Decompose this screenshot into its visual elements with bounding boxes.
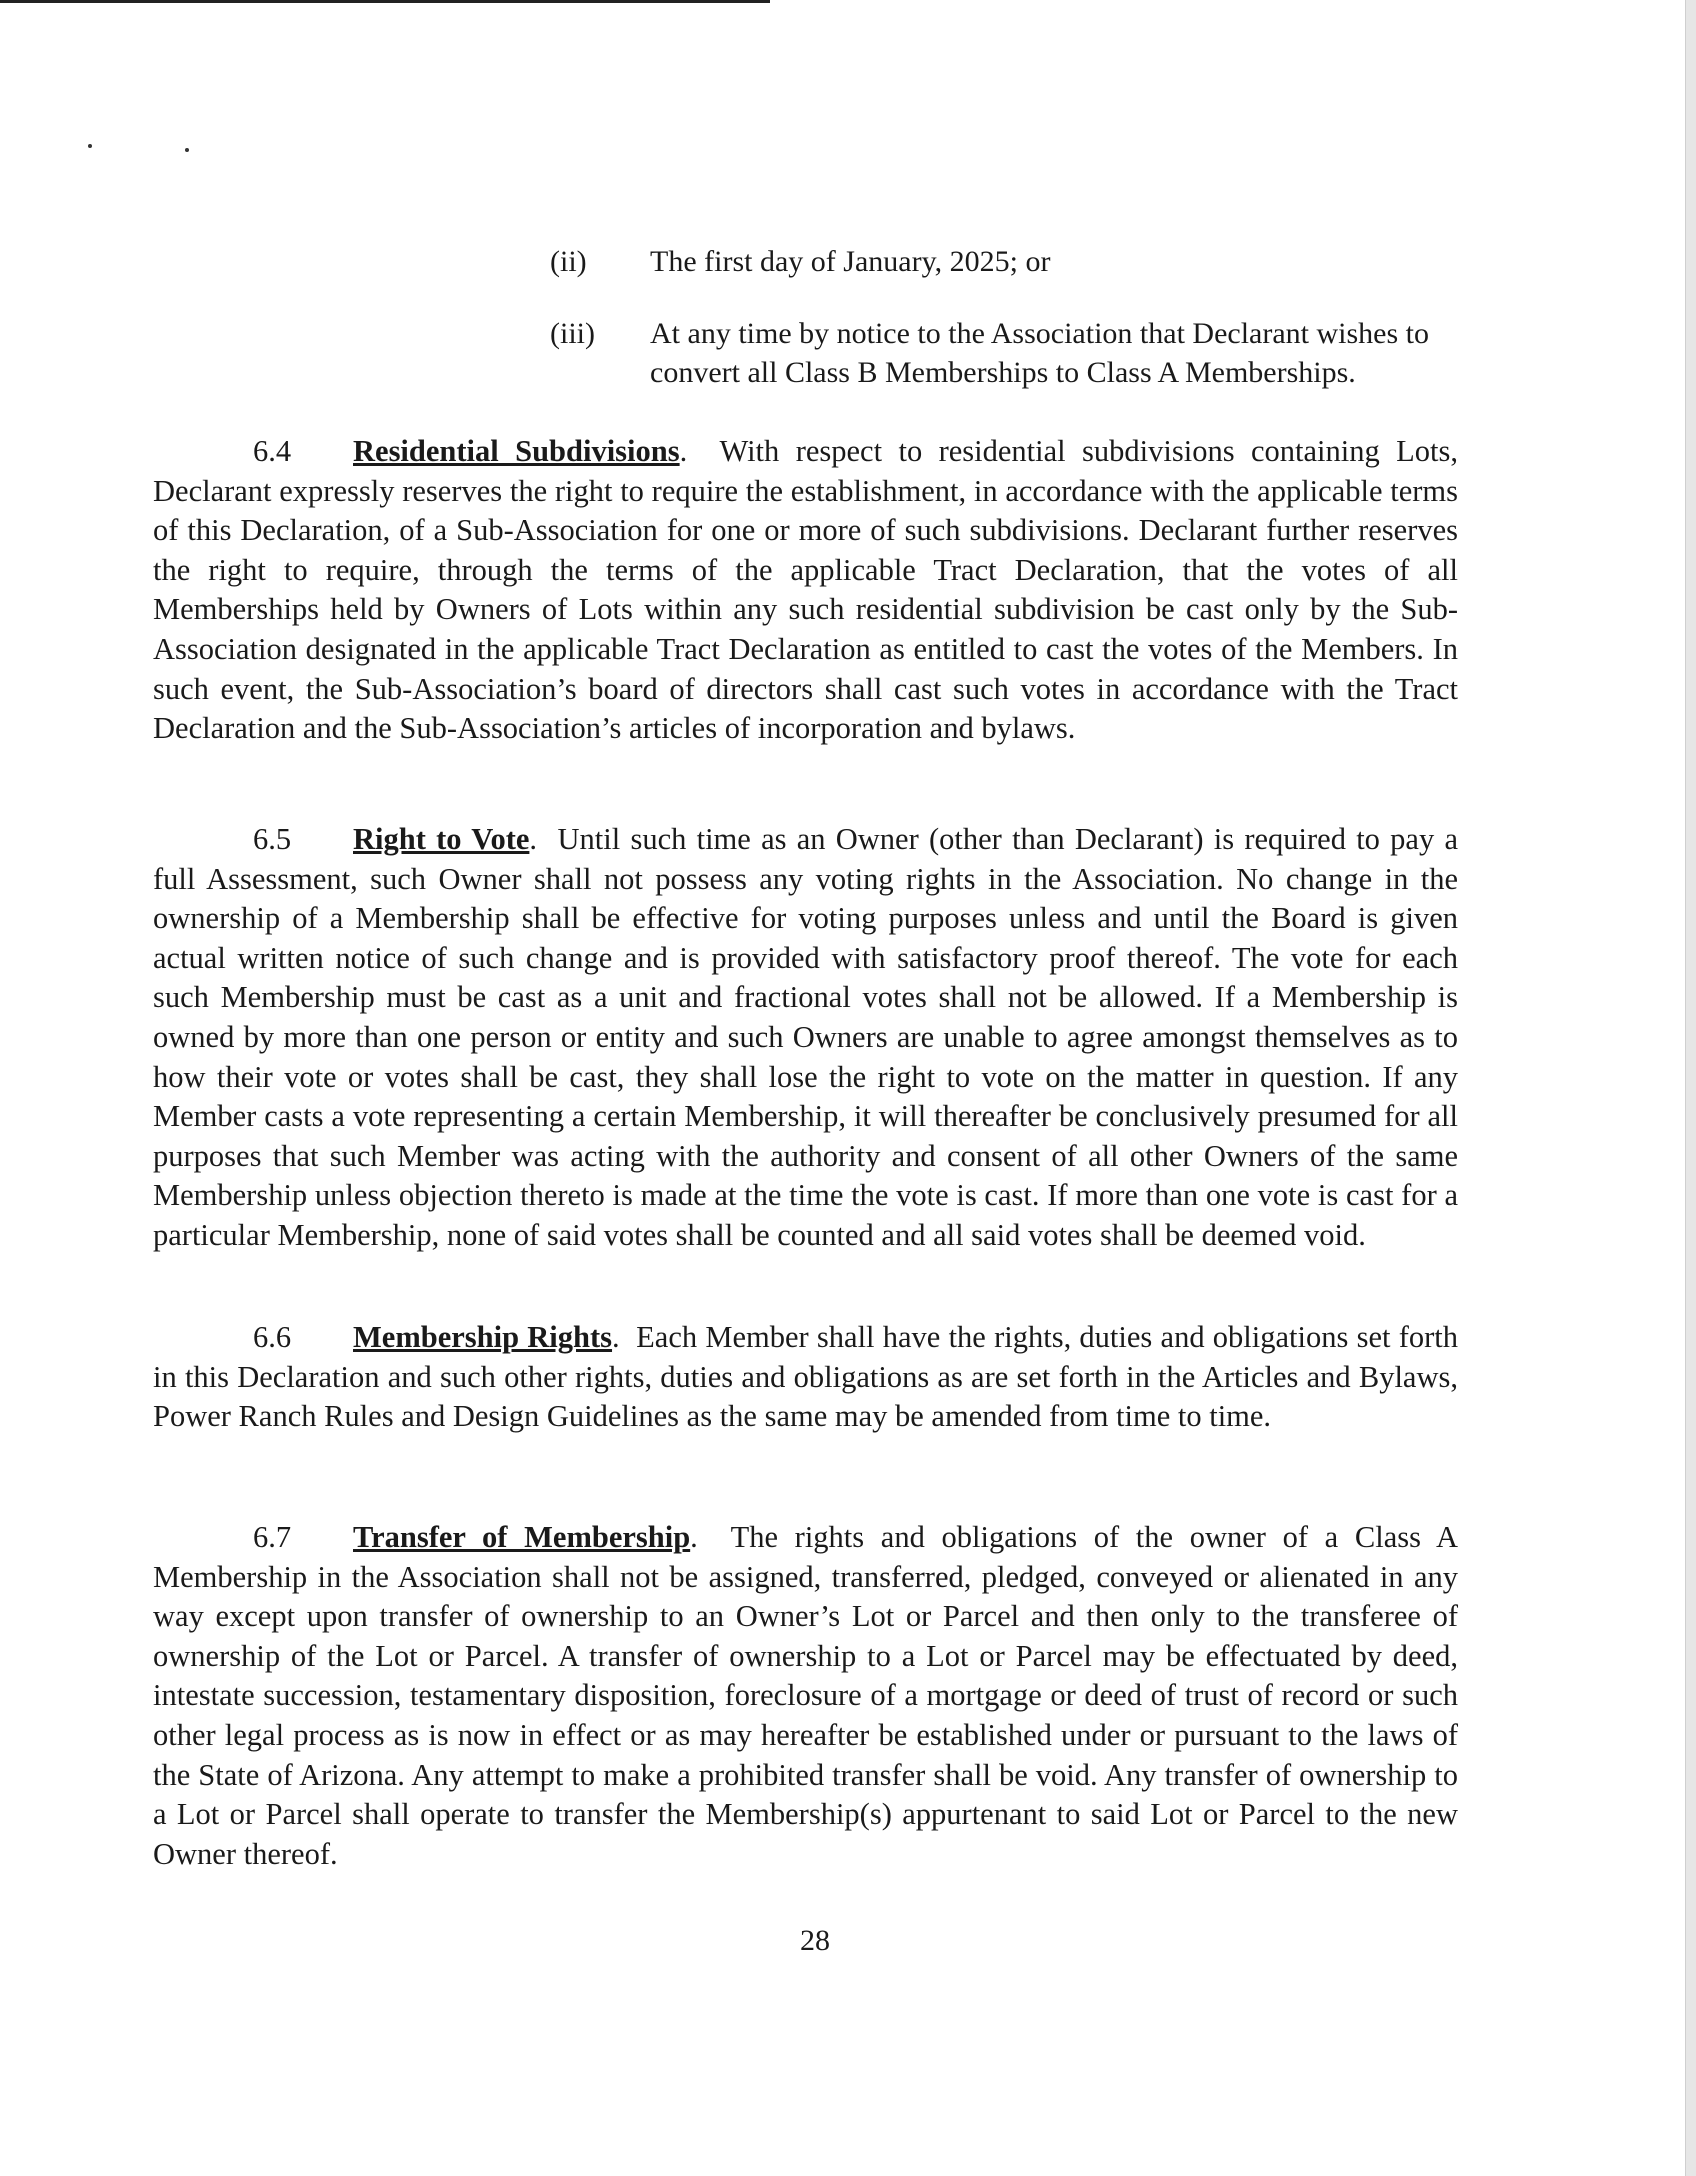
section-body: With respect to residential subdivisions containing Lots, Declarant expressly reserves the right to require the establishment, in accordance with the applicable terms of this Declaration, of a Sub-Association for one or more of such subdivisions. Declarant further reserves the right to require, through the terms of the applicable Tract Declaration, that the votes of all Memberships held by Owners of Lots within any such residential subdivision be cast only by the Sub-Association designated in the applicable Tract Declaration as entitled to cast the votes of the Members. In such event, the Sub-Association’s board of directors shall cast such votes in accordance with the Tract Declaration and the Sub-Association’s articles of incorporation and bylaws. — [153, 434, 1458, 746]
page-number: 28 — [800, 1924, 830, 1957]
subitem-text: At any time by notice to the Association that Declarant wishes to convert all Class B Memberships to Class A Memberships. — [650, 317, 1429, 389]
section-heading: Right to Vote — [353, 822, 530, 856]
section-heading: Membership Rights — [353, 1320, 613, 1354]
scan-speck — [185, 148, 189, 152]
section-number: 6.7 — [253, 1520, 292, 1554]
heading-period: . — [690, 1520, 698, 1554]
heading-period: . — [679, 434, 688, 468]
section-6-5 — [153, 820, 1458, 1256]
scan-top-edge-line — [0, 0, 770, 3]
section-body: Each Member shall have the rights, duties and obligations set forth in this Declaration and such other rights, duties and obligations as are set forth in the Articles and Bylaws, Power Ranch Rules and Design Guidelines as the same may be amended from time to time. — [153, 1320, 1459, 1434]
subitem-text: The first day of January, 2025; or — [650, 245, 1051, 278]
scan-speck — [88, 144, 92, 148]
subitem-number: (iii) — [550, 317, 595, 350]
scan-right-edge — [1685, 0, 1696, 2176]
section-number: 6.4 — [253, 434, 292, 468]
section-6-6 — [153, 1318, 1458, 1437]
section-6-4 — [153, 432, 1458, 749]
heading-period: . — [529, 822, 538, 856]
section-number: 6.5 — [253, 822, 292, 856]
section-heading: Residential Subdivisions — [353, 434, 680, 468]
section-heading: Transfer of Membership — [353, 1520, 691, 1554]
subitem-number: (ii) — [550, 245, 587, 278]
section-body: The rights and obligations of the owner of a Class A Membership in the Association shall not be assigned, transferred, pledged, conveyed or alienated in any way except upon transfer of ownership to an Owner’s Lot or Parcel and then only to the transferee of ownership of the Lot or Parcel. A transfer of ownership to a Lot or Parcel may be effectuated by deed, intestate succession, testamentary disposition, foreclosure of a mortgage or deed of trust of record or such other legal process as is now in effect or as may hereafter be established under or pursuant to the laws of the State of Arizona. Any attempt to make a prohibited transfer shall be void. Any transfer of ownership to a Lot or Parcel shall operate to transfer the Membership(s) appurtenant to said Lot or Parcel to the new Owner thereof. — [153, 1520, 1458, 1871]
subitem-iii — [550, 314, 1470, 394]
subitem-ii — [550, 242, 1470, 287]
section-number: 6.6 — [253, 1320, 292, 1354]
section-6-7 — [153, 1518, 1458, 1874]
heading-period: . — [612, 1320, 620, 1354]
section-body: Until such time as an Owner (other than Declarant) is required to pay a full Assessment, such Owner shall not possess any voting rights in the Association. No change in the ownership of a Membership shall be effective for voting purposes unless and until the Board is given actual written notice of such change and is provided with satisfactory proof thereof. The vote for each such Membership must be cast as a unit and fractional votes shall not be allowed. If a Membership is owned by more than one person or entity and such Owners are unable to agree amongst themselves as to how their vote or votes shall be cast, they shall lose the right to vote on the matter in question. If any Member casts a vote representing a certain Membership, it will thereafter be conclusively presumed for all purposes that such Member was acting with the authority and consent of all other Owners of the same Membership unless objection thereto is made at the time the vote is cast. If more than one vote is cast for a particular Membership, none of said votes shall be counted and all said votes shall be deemed void. — [153, 822, 1458, 1252]
